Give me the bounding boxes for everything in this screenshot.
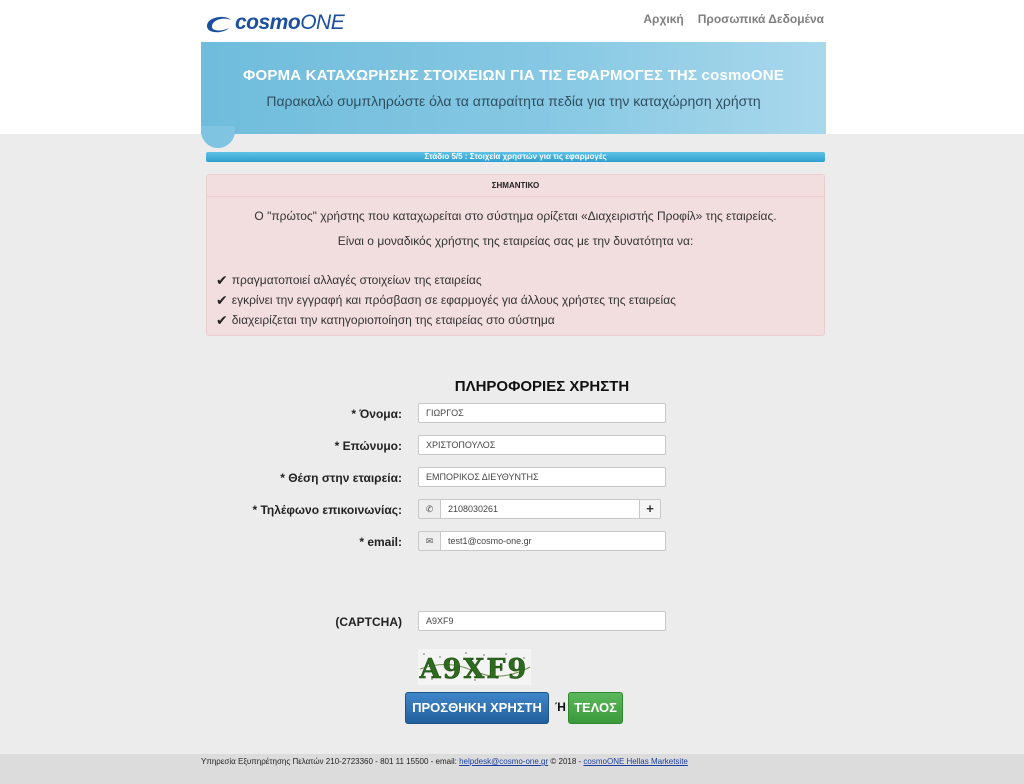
email-label: * email: (359, 535, 402, 549)
captcha-text: A9XF9 (419, 654, 529, 685)
banner-title: ΦΟΡΜΑ ΚΑΤΑΧΩΡΗΣΗΣ ΣΤΟΙΧΕΙΩΝ ΓΙΑ ΤΙΣ ΕΦΑΡΜΟΓΕΣ ΤΗΣ cosmoONE (243, 67, 784, 84)
notice-paragraph-1: Ο "πρώτος" χρήστης που καταχωρείται στο σύστημα ορίζεται «Διαχειριστής Προφίλ» της εταιρείας. (254, 209, 777, 223)
logo-text: cosmoONE (235, 11, 345, 34)
checkmark-icon: ✔ (216, 291, 228, 308)
nav-home-link[interactable]: Αρχική (643, 12, 684, 26)
phone-row (200, 499, 670, 521)
captcha-image (418, 649, 531, 685)
add-phone-button[interactable]: + (639, 499, 661, 519)
captcha-graphic (418, 649, 531, 685)
swoosh-logo-icon (203, 12, 233, 34)
list-item-text: εγκρίνει την εγγραφή και πρόσβαση σε εφαρμογές για άλλους χρήστες της εταιρείας (231, 293, 676, 307)
add-user-button[interactable]: ΠΡΟΣΘΗΚΗ ΧΡΗΣΤΗ (405, 692, 549, 724)
position-label: * Θέση στην εταιρεία: (280, 471, 402, 485)
last-name-row (200, 435, 670, 457)
banner-subtitle: Παρακαλώ συμπληρώστε όλα τα απαραίτητα πεδία για την καταχώρηση χρήστη (266, 93, 761, 109)
envelope-icon: ✉ (418, 531, 441, 551)
footer-copyright: © 2018 - (548, 757, 584, 766)
stage-progress-bar: Στάδιο 5/5 : Στοιχεία χρηστών για τις εφαρμογές (206, 152, 825, 162)
notice-paragraph-2: Είναι ο μοναδικός χρήστης της εταιρείας σας με την δυνατότητα να: (337, 234, 694, 248)
list-item-text: πραγματοποιεί αλλαγές στοιχείων της εταιρείας (231, 273, 482, 287)
phone-input[interactable]: 2108030261 (440, 499, 640, 519)
company-link[interactable]: cosmoONE Hellas Marketsite (583, 757, 688, 766)
first-name-row (200, 403, 670, 425)
position-row (200, 467, 670, 489)
captcha-input[interactable]: A9XF9 (418, 611, 666, 631)
email-row (200, 531, 670, 553)
list-item (216, 290, 824, 310)
checkmark-icon: ✔ (216, 311, 228, 328)
phone-icon: ✆ (418, 499, 441, 519)
first-name-label: * Όνομα: (351, 407, 402, 421)
position-input[interactable]: ΕΜΠΟΡΙΚΟΣ ΔΙΕΥΘΥΝΤΗΣ (418, 467, 666, 487)
page-footer (0, 754, 1024, 784)
nav-privacy-link[interactable]: Προσωπικά Δεδομένα (697, 12, 824, 26)
footer-contact-text: Υπηρεσία Εξυπηρέτησης Πελατών 210-2723360 - 801 11 15500 - email: (201, 757, 460, 766)
checkmark-icon: ✔ (216, 271, 228, 288)
user-info-title: ΠΛΗΡΟΦΟΡΙΕΣ ΧΡΗΣΤΗ (454, 378, 630, 395)
banner-tab-decoration (201, 126, 235, 148)
page-header (201, 0, 826, 42)
list-item (216, 270, 824, 290)
last-name-input[interactable]: ΧΡΙΣΤΟΠΟΥΛΟΣ (418, 435, 666, 455)
finish-button[interactable]: ΤΕΛΟΣ (568, 692, 623, 724)
list-item (216, 310, 824, 330)
cosmoone-logo[interactable] (203, 10, 344, 36)
important-notice (206, 174, 825, 336)
phone-label: * Τηλέφωνο επικοινωνίας: (252, 503, 402, 517)
notice-list (216, 270, 824, 330)
notice-heading: ΣΗΜΑΝΤΙΚΟ (207, 175, 824, 197)
captcha-label: (CAPTCHA) (335, 615, 402, 629)
helpdesk-email-link[interactable]: helpdesk@cosmo-one.gr (459, 757, 549, 766)
top-nav (643, 12, 824, 26)
footer-text (201, 757, 688, 766)
last-name-label: * Επώνυμο: (334, 439, 402, 453)
captcha-row (200, 611, 670, 633)
or-separator: Ή (555, 700, 566, 714)
form-banner (201, 42, 826, 134)
first-name-input[interactable]: ΓΙΩΡΓΟΣ (418, 403, 666, 423)
list-item-text: διαχειρίζεται την κατηγοριοποίηση της εταιρείας στο σύστημα (231, 313, 555, 327)
email-input[interactable]: test1@cosmo-one.gr (440, 531, 666, 551)
